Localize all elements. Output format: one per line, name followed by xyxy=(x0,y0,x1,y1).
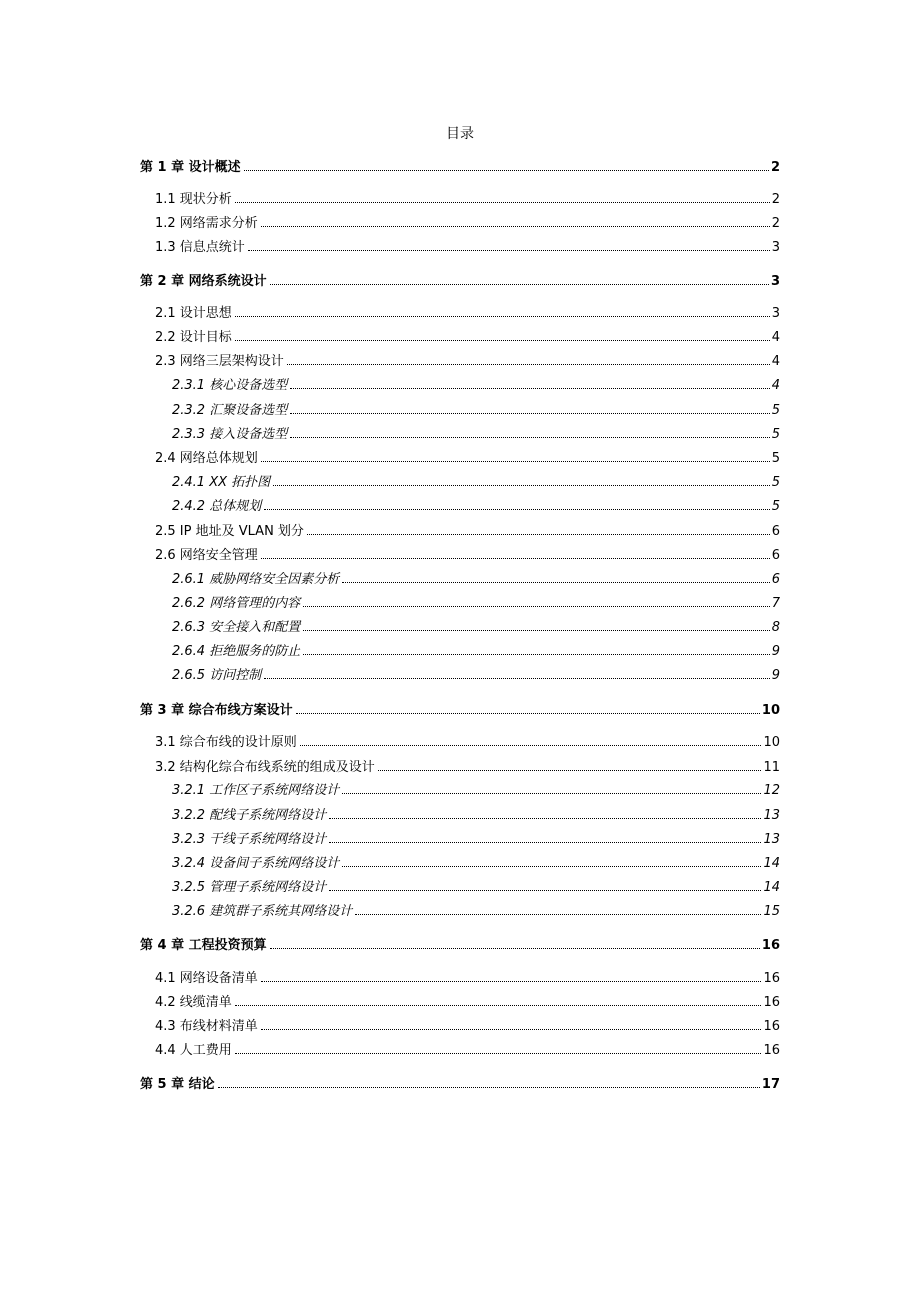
toc-section-entry[interactable] xyxy=(155,354,780,370)
toc-section-entry[interactable] xyxy=(155,971,780,987)
toc-page-number: 5 xyxy=(771,475,780,490)
toc-page-number: 6 xyxy=(771,572,780,587)
dot-leader xyxy=(270,283,769,285)
dot-leader xyxy=(378,769,762,771)
toc-subsection-entry[interactable] xyxy=(172,378,780,394)
toc-entry-label: 2.1 设计思想 xyxy=(155,306,232,321)
toc-subsection-entry[interactable] xyxy=(172,856,780,872)
toc-entry-label: 第 5 章 结论 xyxy=(140,1077,215,1092)
toc-entry-label: 3.2.6 建筑群子系统其网络设计 xyxy=(172,904,353,919)
toc-entry-label: 2.3.3 接入设备选型 xyxy=(172,427,288,442)
toc-subsection-entry[interactable] xyxy=(172,904,780,920)
toc-chapter-entry[interactable] xyxy=(140,274,780,290)
toc-chapter-entry[interactable] xyxy=(140,160,780,176)
toc-entry-label: 2.3.2 汇聚设备选型 xyxy=(172,403,288,418)
toc-entry-label: 3.2.2 配线子系统网络设计 xyxy=(172,808,327,823)
dot-leader xyxy=(329,889,761,891)
dot-leader xyxy=(261,225,770,227)
dot-leader xyxy=(235,201,770,203)
dot-leader xyxy=(244,169,769,171)
toc-page-number: 10 xyxy=(763,735,780,750)
toc-entry-label: 2.6 网络安全管理 xyxy=(155,548,258,563)
toc-entry-label: 2.3 网络三层架构设计 xyxy=(155,354,284,369)
toc-page-number: 3 xyxy=(771,306,780,321)
toc-page-number: 7 xyxy=(771,596,780,611)
dot-leader xyxy=(342,865,761,867)
dot-leader xyxy=(261,980,762,982)
dot-leader xyxy=(355,913,761,915)
dot-leader xyxy=(218,1086,760,1088)
toc-entry-label: 1.1 现状分析 xyxy=(155,192,232,207)
toc-section-entry[interactable] xyxy=(155,995,780,1011)
toc-page-number: 13 xyxy=(763,832,780,847)
toc-section-entry[interactable] xyxy=(155,216,780,232)
page-title: 目录 xyxy=(446,126,474,142)
toc-entry-label: 3.2.4 设备间子系统网络设计 xyxy=(172,856,340,871)
toc-entry-label: 2.4.2 总体规划 xyxy=(172,499,262,514)
toc-entry-label: 第 1 章 设计概述 xyxy=(140,160,241,175)
toc-page-number: 5 xyxy=(771,451,780,466)
toc-page-number: 3 xyxy=(770,274,780,289)
toc-entry-label: 第 4 章 工程投资预算 xyxy=(140,938,267,953)
toc-entry-label: 2.3.1 核心设备选型 xyxy=(172,378,288,393)
toc-entry-label: 3.1 综合布线的设计原则 xyxy=(155,735,297,750)
toc-entry-label: 3.2.5 管理子系统网络设计 xyxy=(172,880,327,895)
dot-leader xyxy=(342,792,761,794)
toc-page-number: 9 xyxy=(771,644,780,659)
toc-entry-label: 4.1 网络设备清单 xyxy=(155,971,258,986)
toc-entry-label: 2.2 设计目标 xyxy=(155,330,232,345)
toc-entry-label: 1.3 信息点统计 xyxy=(155,240,245,255)
toc-section-entry[interactable] xyxy=(155,240,780,256)
toc-entry-label: 第 2 章 网络系统设计 xyxy=(140,274,267,289)
toc-subsection-entry[interactable] xyxy=(172,644,780,660)
dot-leader xyxy=(270,947,760,949)
toc-entry-label: 4.4 人工费用 xyxy=(155,1043,232,1058)
dot-leader xyxy=(264,508,770,510)
dot-leader xyxy=(296,712,760,714)
toc-page-number: 2 xyxy=(770,160,780,175)
toc-page-number: 12 xyxy=(763,783,780,798)
toc-entry-label: 2.6.1 威胁网络安全因素分析 xyxy=(172,572,340,587)
toc-page-number: 4 xyxy=(771,330,780,345)
toc-subsection-entry[interactable] xyxy=(172,427,780,443)
toc-page-number: 17 xyxy=(761,1077,780,1092)
toc-section-entry[interactable] xyxy=(155,451,780,467)
toc-page-number: 14 xyxy=(763,880,780,895)
dot-leader xyxy=(287,363,770,365)
dot-leader xyxy=(290,412,770,414)
toc-section-entry[interactable] xyxy=(155,306,780,322)
toc-page-number: 5 xyxy=(771,427,780,442)
toc-page-number: 16 xyxy=(763,995,780,1010)
dot-leader xyxy=(273,484,770,486)
dot-leader xyxy=(307,533,770,535)
toc-entry-label: 2.4 网络总体规划 xyxy=(155,451,258,466)
toc-page-number: 15 xyxy=(763,904,780,919)
toc-page-number: 2 xyxy=(771,192,780,207)
dot-leader xyxy=(235,1004,762,1006)
toc-page-number: 16 xyxy=(763,971,780,986)
toc-subsection-entry[interactable] xyxy=(172,572,780,588)
dot-leader xyxy=(300,744,762,746)
toc-entry-label: 4.2 线缆清单 xyxy=(155,995,232,1010)
toc-page-number: 9 xyxy=(771,668,780,683)
toc-section-entry[interactable] xyxy=(155,524,780,540)
toc-page-number: 3 xyxy=(771,240,780,255)
dot-leader xyxy=(261,557,770,559)
toc-subsection-entry[interactable] xyxy=(172,620,780,636)
dot-leader xyxy=(303,629,770,631)
toc-chapter-entry[interactable] xyxy=(140,938,780,954)
toc-page-number: 16 xyxy=(763,1043,780,1058)
dot-leader xyxy=(329,817,761,819)
toc-page-number: 4 xyxy=(771,378,780,393)
toc-section-entry[interactable] xyxy=(155,330,780,346)
toc-page-number: 4 xyxy=(771,354,780,369)
dot-leader xyxy=(235,339,770,341)
dot-leader xyxy=(248,249,770,251)
dot-leader xyxy=(290,387,770,389)
dot-leader xyxy=(303,605,770,607)
toc-page-number: 14 xyxy=(763,856,780,871)
toc-entry-label: 2.4.1 XX 拓扑图 xyxy=(172,475,271,490)
toc-section-entry[interactable] xyxy=(155,192,780,208)
toc-page-number: 11 xyxy=(763,760,780,775)
toc-entry-label: 3.2.3 干线子系统网络设计 xyxy=(172,832,327,847)
dot-leader xyxy=(342,581,770,583)
toc-entry-label: 2.5 IP 地址及 VLAN 划分 xyxy=(155,524,304,539)
toc-entry-label: 3.2 结构化综合布线系统的组成及设计 xyxy=(155,760,375,775)
toc-subsection-entry[interactable] xyxy=(172,808,780,824)
dot-leader xyxy=(261,460,770,462)
toc-section-entry[interactable] xyxy=(155,735,780,751)
toc-page-number: 8 xyxy=(771,620,780,635)
toc-subsection-entry[interactable] xyxy=(172,668,780,684)
toc-section-entry[interactable] xyxy=(155,548,780,564)
toc-page-number: 6 xyxy=(771,548,780,563)
toc-subsection-entry[interactable] xyxy=(172,499,780,515)
toc-entry-label: 第 3 章 综合布线方案设计 xyxy=(140,703,293,718)
toc-page-number: 6 xyxy=(771,524,780,539)
dot-leader xyxy=(235,315,770,317)
toc-page-number: 16 xyxy=(763,1019,780,1034)
toc-page-number: 5 xyxy=(771,499,780,514)
toc-subsection-entry[interactable] xyxy=(172,596,780,612)
toc-page-number: 2 xyxy=(771,216,780,231)
dot-leader xyxy=(261,1028,762,1030)
toc-subsection-entry[interactable] xyxy=(172,783,780,799)
dot-leader xyxy=(329,841,761,843)
toc-page-number: 13 xyxy=(763,808,780,823)
toc-chapter-entry[interactable] xyxy=(140,1077,780,1093)
toc-subsection-entry[interactable] xyxy=(172,403,780,419)
toc-subsection-entry[interactable] xyxy=(172,880,780,896)
toc-section-entry[interactable] xyxy=(155,1019,780,1035)
toc-subsection-entry[interactable] xyxy=(172,832,780,848)
toc-entry-label: 2.6.5 访问控制 xyxy=(172,668,262,683)
toc-entry-label: 2.6.3 安全接入和配置 xyxy=(172,620,301,635)
dot-leader xyxy=(303,653,770,655)
toc-page-number: 5 xyxy=(771,403,780,418)
dot-leader xyxy=(290,436,770,438)
dot-leader xyxy=(264,677,770,679)
toc-section-entry[interactable] xyxy=(155,1043,780,1059)
toc-subsection-entry[interactable] xyxy=(172,475,780,491)
toc-page-number: 10 xyxy=(761,703,780,718)
toc-page-number: 16 xyxy=(761,938,780,953)
toc-section-entry[interactable] xyxy=(155,760,780,776)
toc-entry-label: 4.3 布线材料清单 xyxy=(155,1019,258,1034)
toc-entry-label: 3.2.1 工作区子系统网络设计 xyxy=(172,783,340,798)
dot-leader xyxy=(235,1052,762,1054)
toc-chapter-entry[interactable] xyxy=(140,703,780,719)
toc-entry-label: 2.6.2 网络管理的内容 xyxy=(172,596,301,611)
toc-entry-label: 1.2 网络需求分析 xyxy=(155,216,258,231)
toc-entry-label: 2.6.4 拒绝服务的防止 xyxy=(172,644,301,659)
